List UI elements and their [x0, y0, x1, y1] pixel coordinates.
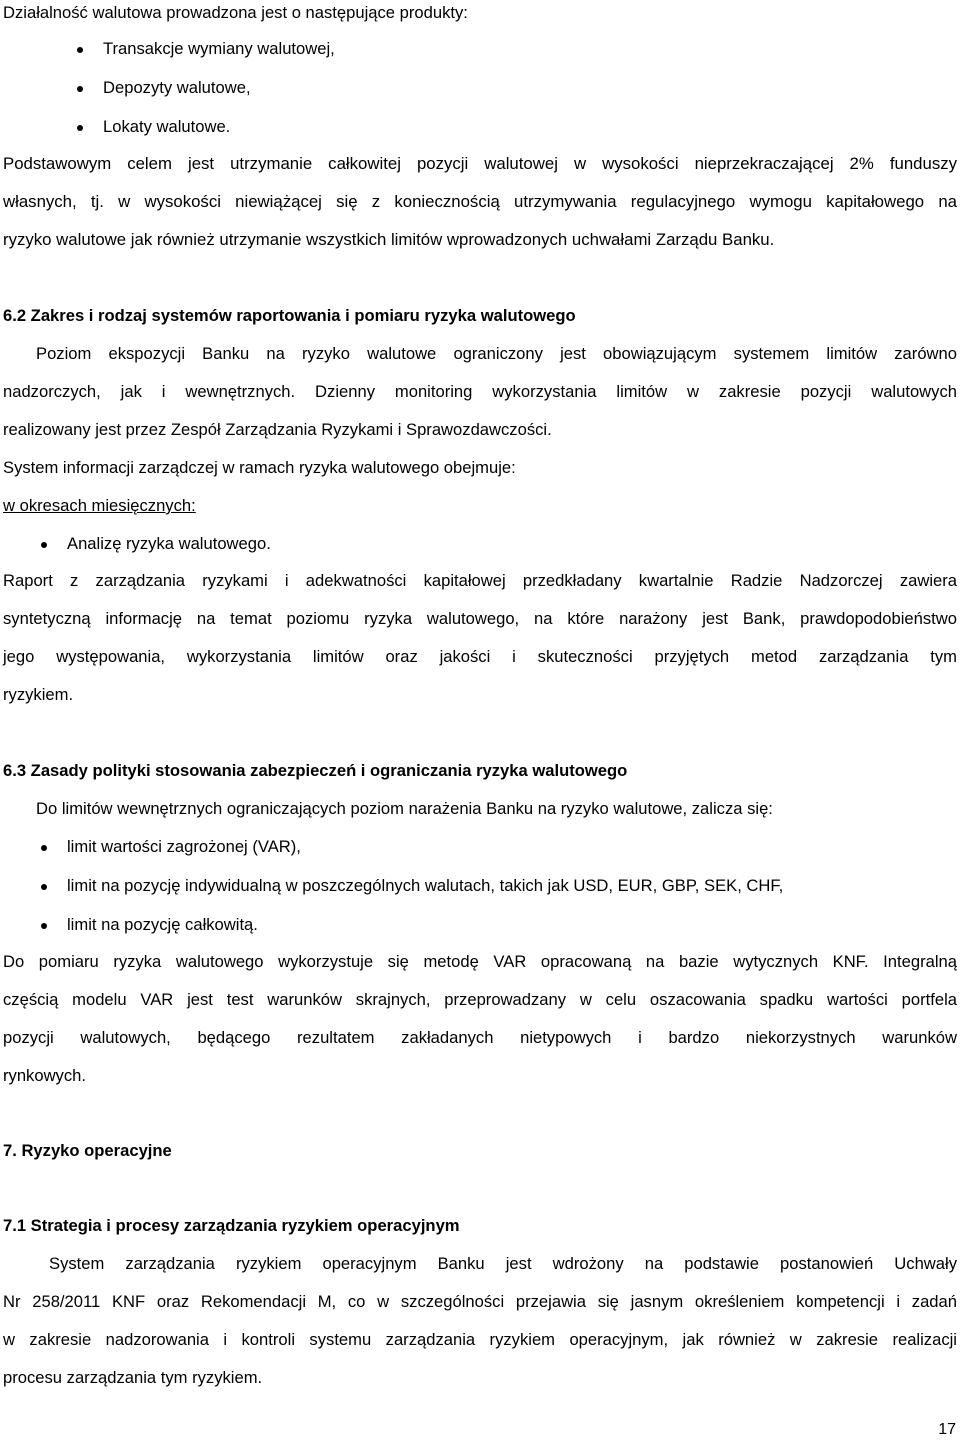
s62-report-line: jego występowania, wykorzystania limitów oraz jakości i skuteczności przyjętych metod zarządzania tym	[3, 647, 957, 666]
s63-paragraph-line: pozycji walutowych, będącego rezultatem zakładanych nietypowych i bardzo niekorzystnych warunków	[3, 1028, 957, 1047]
intro-paragraph-line: ryzyko walutowe jak również utrzymanie wszystkich limitów wprowadzonych uchwałami Zarządu Banku.	[3, 230, 775, 249]
bullet-icon	[41, 845, 47, 851]
section-heading-6-2: 6.2 Zakres i rodzaj systemów raportowania i pomiaru ryzyka walutowego	[3, 306, 576, 325]
s71-paragraph-line: Nr 258/2011 KNF oraz Rekomendacji M, co w szczególności przejawia się jasnym określeniem kompetencji i zadań	[3, 1292, 957, 1311]
s62-report-line: Raport z zarządzania ryzykami i adekwatności kapitałowej przedkładany kwartalnie Radzie Nadzorczej zawiera	[3, 571, 957, 590]
section-heading-6-3: 6.3 Zasady polityki stosowania zabezpieczeń i ograniczania ryzyka walutowego	[3, 761, 628, 780]
bullet-icon	[41, 884, 47, 890]
s62-report-line: syntetyczną informację na temat poziomu ryzyka walutowego, na które narażony jest Bank, prawdopodobieństwo	[3, 609, 957, 628]
s63-paragraph-line: częścią modelu VAR jest test warunków skrajnych, przeprowadzany w celu oszacowania spadku wartości portfela	[3, 990, 957, 1009]
product-item: Lokaty walutowe.	[103, 117, 231, 136]
section-heading-7-1: 7.1 Strategia i procesy zarządzania ryzykiem operacyjnym	[3, 1216, 460, 1235]
bullet-icon	[41, 923, 47, 929]
intro-paragraph-line: własnych, tj. w wysokości niewiążącej się z koniecznością utrzymywania regulacyjnego wymogu kapitałowego na	[3, 192, 957, 211]
s62-info-system: System informacji zarządczej w ramach ryzyka walutowego obejmuje:	[3, 458, 516, 477]
s62-analysis-item: Analizę ryzyka walutowego.	[67, 534, 271, 553]
s63-paragraph-line: rynkowych.	[3, 1066, 86, 1085]
s62-paragraph-line: realizowany jest przez Zespół Zarządzania Ryzykami i Sprawozdawczości.	[3, 420, 552, 439]
bullet-icon	[77, 86, 83, 92]
s62-paragraph-line: Poziom ekspozycji Banku na ryzyko walutowe ograniczony jest obowiązującym systemem limitów zarówno	[36, 344, 957, 363]
s63-lead: Do limitów wewnętrznych ograniczających poziom narażenia Banku na ryzyko walutowe, zalicza się:	[36, 799, 773, 818]
bullet-icon	[77, 47, 83, 53]
s62-period-label: w okresach miesięcznych:	[3, 496, 196, 515]
bullet-icon	[41, 542, 47, 548]
page-number: 17	[938, 1421, 956, 1438]
s71-paragraph-line: w zakresie nadzorowania i kontroli systemu zarządzania ryzykiem operacyjnym, jak również w zakresie realizacji	[3, 1330, 957, 1349]
limit-item: limit na pozycję indywidualną w poszczególnych walutach, takich jak USD, EUR, GBP, SEK, CHF,	[67, 876, 784, 895]
s71-paragraph-line: System zarządzania ryzykiem operacyjnym Banku jest wdrożony na podstawie postanowień Uchwały	[49, 1254, 957, 1273]
s63-paragraph-line: Do pomiaru ryzyka walutowego wykorzystuje się metodę VAR opracowaną na bazie wytycznych KNF. Integralną	[3, 952, 957, 971]
section-heading-7: 7. Ryzyko operacyjne	[3, 1141, 172, 1160]
s62-report-line: ryzykiem.	[3, 685, 74, 704]
intro-lead: Działalność walutowa prowadzona jest o następujące produkty:	[3, 3, 468, 22]
limit-item: limit na pozycję całkowitą.	[67, 915, 258, 934]
product-item: Transakcje wymiany walutowej,	[103, 39, 335, 58]
bullet-icon	[77, 125, 83, 131]
limit-item: limit wartości zagrożonej (VAR),	[67, 837, 301, 856]
intro-paragraph-line: Podstawowym celem jest utrzymanie całkowitej pozycji walutowej w wysokości nieprzekraczającej 2% funduszy	[3, 154, 957, 173]
s71-paragraph-line: procesu zarządzania tym ryzykiem.	[3, 1368, 263, 1387]
product-item: Depozyty walutowe,	[103, 78, 251, 97]
s62-paragraph-line: nadzorczych, jak i wewnętrznych. Dzienny monitoring wykorzystania limitów w zakresie pozycji walutowych	[3, 382, 957, 401]
